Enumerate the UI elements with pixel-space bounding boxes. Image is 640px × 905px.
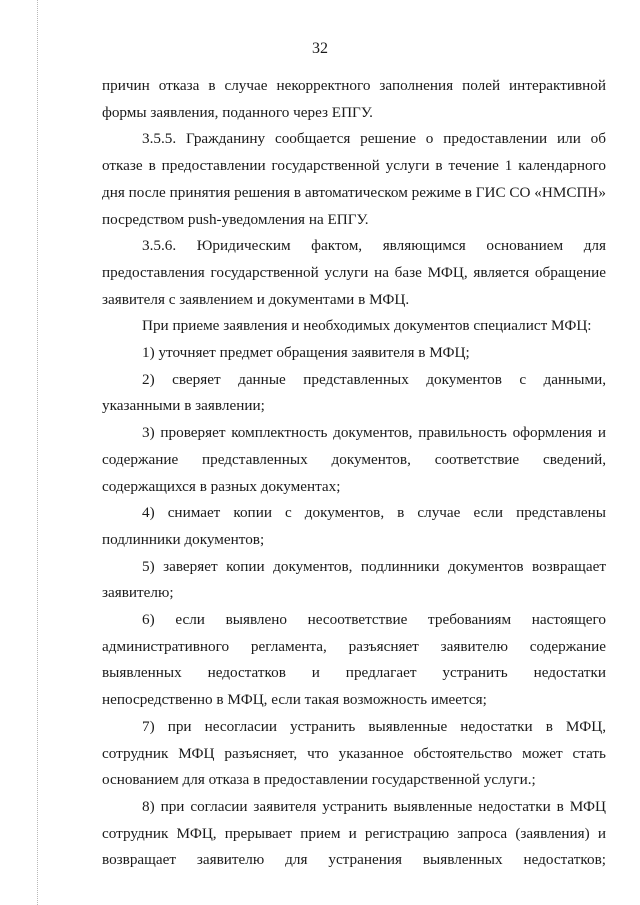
list-item-5: 5) заверяет копии документов, подлинники документов возвращает заявителю; <box>102 557 606 602</box>
paragraph-refusal-reasons-continued: причин отказа в случае некорректного заполнения полей интерактивной формы заявления, поданного через ЕПГУ. <box>102 77 606 121</box>
list-item-8: 8) при согласии заявителя устранить выявленные недостатки в МФЦ сотрудник МФЦ, прерывает прием и регистрацию запроса (заявления) и возвращает заявителю для устранения выявленных недостатков; <box>102 797 606 869</box>
paragraph-3-5-5: 3.5.5. Гражданину сообщается решение о предоставлении или об отказе в предоставлении государственной услуги в течение 1 календарного дня после принятия решения в автоматическом режиме в ГИС СО «НМСПН» посредством push-уведомления на ЕПГУ. <box>102 130 606 228</box>
list-item-6: 6) если выявлено несоответствие требованиям настоящего административного регламента, разъясняет заявителю содержание выявленных недостатков и предлагает устранить недостатки непосредственно в МФЦ, если такая возможность имеется; <box>102 611 606 709</box>
list-item-7: 7) при несогласии устранить выявленные недостатки в МФЦ, сотрудник МФЦ разъясняет, что указанное обстоятельство может стать основанием для отказа в предоставлении государственной услуги.; <box>102 717 606 789</box>
paragraph-mfc-intake-intro: При приеме заявления и необходимых документов специалист МФЦ: <box>142 317 592 335</box>
page-number: 32 <box>312 40 328 57</box>
paragraph-3-5-6: 3.5.6. Юридическим фактом, являющимся основанием для предоставления государственной услуги на базе МФЦ, является обращение заявителя с заявлением и документами в МФЦ. <box>102 237 606 308</box>
document-body <box>102 73 606 874</box>
list-item-2: 2) сверяет данные представленных документов с данными, указанными в заявлении; <box>102 370 606 415</box>
list-item-1: 1) уточняет предмет обращения заявителя в МФЦ; <box>142 344 470 362</box>
list-item-4: 4) снимает копии с документов, в случае если представлены подлинники документов; <box>102 504 606 548</box>
binding-margin-line <box>37 0 38 905</box>
list-item-3: 3) проверяет комплектность документов, правильность оформления и содержание представленных документов, соответствие сведений, содержащихся в разных документах; <box>102 424 606 495</box>
